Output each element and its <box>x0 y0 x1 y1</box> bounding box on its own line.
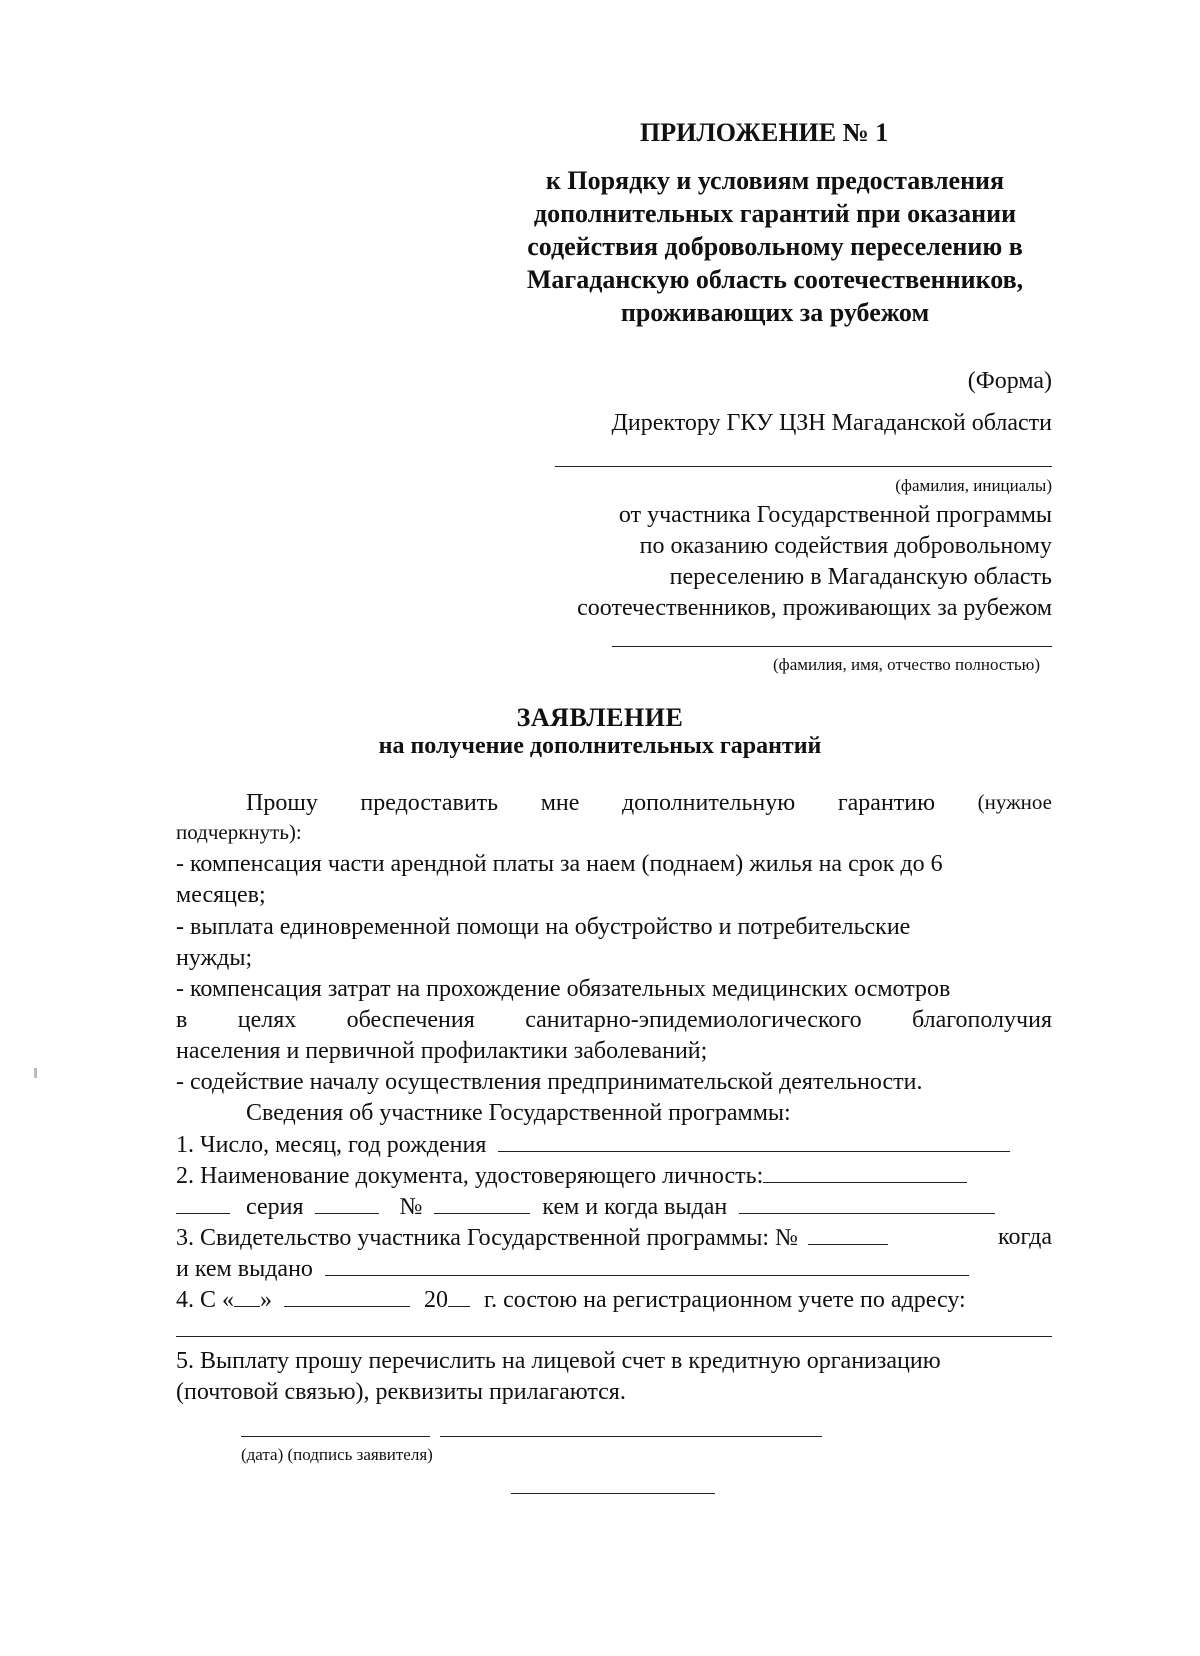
applicant-name-hint: (фамилия, имя, отчество полностью) <box>773 655 1040 674</box>
field-certificate-issued <box>176 1255 1052 1283</box>
certificate-number-input-line[interactable] <box>808 1224 888 1245</box>
addressee: Директору ГКУ ЦЗН Магаданской области <box>611 410 1052 436</box>
field-certificate <box>176 1224 1052 1252</box>
intro-note: (нужное <box>977 790 1052 814</box>
id-document-input-line[interactable] <box>763 1162 967 1183</box>
certificate-when-label: когда <box>998 1224 1052 1250</box>
appendix-line: проживающих за рубежом <box>620 298 930 327</box>
field-payment: 5. Выплату прошу перечислить на лицевой счет в кредитную организацию <box>176 1348 941 1374</box>
series-input-line[interactable] <box>315 1193 379 1214</box>
scan-speck <box>34 1068 37 1078</box>
applicant-name-blank-line[interactable] <box>612 646 1052 647</box>
issued-label: кем и когда выдан <box>542 1194 728 1220</box>
item-medical-cont2: населения и первичной профилактики заболеваний; <box>176 1038 708 1064</box>
info-heading: Сведения об участнике Государственной программы: <box>246 1100 791 1126</box>
intro-word: дополнительную <box>621 790 796 816</box>
registration-quote-close: » <box>260 1287 273 1313</box>
registration-day-input-line[interactable] <box>234 1286 260 1307</box>
registration-label: г. состою на регистрационном учете по адресу: <box>484 1287 966 1313</box>
registration-date-prefix: 4. С « <box>176 1287 235 1313</box>
appendix-line: к Порядку и условиям предоставления <box>545 166 1005 195</box>
appendix-line: содействия добровольному переселению в <box>527 232 1023 261</box>
from-line: переселению в Магаданскую область <box>669 564 1052 590</box>
intro-word: Прошу <box>246 790 318 816</box>
intro-word: гарантию <box>837 790 936 816</box>
item-medical: - компенсация затрат на прохождение обязательных медицинских осмотров <box>176 976 951 1002</box>
field-id-document-details <box>176 1193 1052 1221</box>
item-business: - содействие началу осуществления предпринимательской деятельности. <box>176 1069 923 1095</box>
form-label: (Форма) <box>967 368 1052 394</box>
item-rent-compensation-cont: месяцев; <box>176 882 266 908</box>
signature-hint: (дата) (подпись заявителя) <box>241 1445 433 1464</box>
from-line: по оказанию содействия добровольному <box>639 533 1052 559</box>
field-birthdate-label: 1. Число, месяц, год рождения <box>176 1132 487 1158</box>
intro-word: предоставить <box>360 790 499 816</box>
registration-address-input-line[interactable] <box>176 1336 1052 1337</box>
field-id-document <box>176 1162 1052 1190</box>
date-input-line[interactable] <box>241 1436 430 1437</box>
intro-line <box>246 790 1052 817</box>
certificate-issued-input-line[interactable] <box>325 1255 969 1276</box>
appendix-line: Магаданскую область соотечественников, <box>526 265 1024 294</box>
field-payment-cont: (почтовой связью), реквизиты прилагаются. <box>176 1379 626 1405</box>
item-rent-compensation: - компенсация части арендной платы за наем (поднаем) жилья на срок до 6 <box>176 851 943 877</box>
intro-note-cont: подчеркнуть): <box>176 820 302 844</box>
from-line: от участника Государственной программы <box>618 502 1052 528</box>
signature-input-line[interactable] <box>440 1436 822 1437</box>
field-id-document-label: 2. Наименование документа, удостоверяющего личность: <box>176 1163 764 1189</box>
from-line: соотечественников, проживающих за рубежом <box>577 595 1052 621</box>
number-label: № <box>399 1194 423 1220</box>
certificate-issued-label: и кем выдано <box>176 1256 313 1282</box>
birthdate-input-line[interactable] <box>498 1131 1010 1152</box>
issued-input-line[interactable] <box>739 1193 995 1214</box>
number-input-line[interactable] <box>434 1193 530 1214</box>
registration-month-input-line[interactable] <box>284 1286 410 1307</box>
registration-year-input-line[interactable] <box>448 1286 470 1307</box>
field-certificate-label: 3. Свидетельство участника Государственной программы: № <box>176 1225 798 1251</box>
appendix-line: дополнительных гарантий при оказании <box>533 199 1017 228</box>
statement-title: ЗАЯВЛЕНИЕ <box>516 703 684 732</box>
statement-subtitle: на получение дополнительных гарантий <box>378 733 822 759</box>
footer-separator-line <box>511 1493 715 1494</box>
addressee-blank-line[interactable] <box>555 466 1052 467</box>
field-birthdate <box>176 1131 1052 1159</box>
item-medical-cont: в целях обеспечения санитарно-эпидемиологического благополучия <box>176 1007 1052 1033</box>
appendix-title: ПРИЛОЖЕНИЕ № 1 <box>640 118 889 147</box>
item-lump-sum: - выплата единовременной помощи на обустройство и потребительские <box>176 914 911 940</box>
item-lump-sum-cont: нужды; <box>176 945 253 971</box>
field-registration <box>176 1286 1052 1314</box>
addressee-hint: (фамилия, инициалы) <box>895 476 1052 495</box>
registration-year-prefix: 20 <box>424 1287 449 1313</box>
intro-word: мне <box>540 790 580 816</box>
id-document-type-input-line[interactable] <box>176 1193 230 1214</box>
series-label: серия <box>246 1194 304 1220</box>
